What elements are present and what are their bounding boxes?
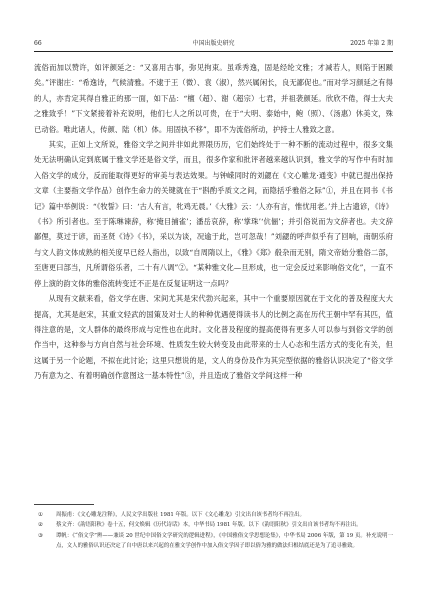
footnote-text: 周振甫：《文心雕龙注释》，人民文学出版社 1981 年版。以下《文心雕龙》引文出自该书者均不再注出。 (56, 512, 305, 518)
body-paragraph: 从现有文献来看，俗文学在唐、宋间尤其是宋代勃兴起来，其中一个重要原因就在于文化的普及程度大大提高，尤其是赵宋，其重文轻武的国策及对士人的种种优遇使得读书人的比例之高在历代王朝中罕有其匹，值得注意的是，文人群体的最终形成与定性也在此时。文化普及程度的提高使得有更多人可以参与到俗文学的创作当中，这种参与方向自然与社会环境、性质发生较大转变及由此带来的士人心态和生活方式的变化有关，但这属于另一个论题，不拟在此讨论；这里只想说的是，文人的身份及作为其完型依据的雅俗认识决定了“俗文学乃有意为之、有着明确创作意图这一基本特性”③，并且造成了雅俗文学间这样一种 (34, 294, 393, 381)
footnote-mark: ② (38, 522, 43, 529)
header-divider (34, 51, 393, 52)
footnote-mark: ③ (38, 532, 43, 539)
page-number: 66 (34, 40, 42, 47)
body-paragraph: 流俗而加以赞许，如评颜延之：“又喜用古事，弥见拘束。虽乖秀逸，固是经纶文雅；才减若人，则陷于困踬矣。”评谢庄：“希逸诗，气候清雅。不逮于王（微）、袁（淑），然兴属闲长，良无鄙促也。”而对学习颜延之有得的人，亦肯定其得自雅正的那一面，如下品：“檀（超）、谢（超宗）七君，并祖袭颜延。欣欣不倦，得士大夫之雅致乎！”下文紧接着补充说明，他们七人之所以可贵，在于“大明、泰始中，鲍（照）、（汤惠）休美文，殊已动俗。唯此诸人，传颜、陆（机）体。用固执不移”，即不为流俗所动，护持士人雅致之意。 (34, 63, 393, 134)
journal-title: 中国出版史研究 (192, 40, 235, 47)
footnote-item (34, 510, 393, 520)
footnote-item (34, 520, 393, 530)
issue-label: 2025 年第 2 期 (350, 40, 393, 47)
footnote-divider (34, 504, 94, 505)
running-header (34, 38, 393, 50)
footnote-mark: ① (38, 512, 43, 518)
body-paragraph: 其实，正如上文所说，雅俗文学之间并非如此界限历历，它们始终处于一种不断的流动过程中，很多文集处无法明确认定到底属于雅文学还是俗文学，而且，很多作家和批评者越来越认识到，雅文学的写作中有时加入俗文学的成分，反而能取得更好的审美与表达效果。与钟嵘同时的刘勰在《文心雕龙·通变》中就已提出保持文章（主要指文学作品）创作生命力的关键就在于“斟酌乎质文之间，而隐括乎雅俗之际”①，并且在同书《书记》篇中举例说：“《牧誓》曰：‘古人有言，牝鸡无晨。’《大雅》云：‘人亦有言，惟忧用老。’并上古遗谚，《诗》《书》所引者也。至于陈琳谏辞，称‘掩目捕雀’；潘岳哀辞，称‘掌珠’‘伉俪’；并引俗说而为文辞者也。夫文辞鄙俚，莫过于谚，而圣贤《诗》《书》，采以为谈，况逾于此，岂可忽哉！”刘勰的呼声似乎有了回响，南朝乐府与文人韵文体成熟的相关度早已经人指出，以致“自周隋以上，《雅》《郑》殽杂而无别，隋文帝始分雅俗二部，至唐更曰部当，凡所谓俗乐者，二十有八调”②。“某种雅文化—旦形成，也一定会反过来影响俗文化”，一直不停上演的韵文体的雅俗流转变迁不正是在反复证明这一点吗？ (34, 140, 393, 288)
article-body (34, 60, 393, 384)
footnote-text: 谭帆：《“俗文学”辨——兼谈 20 世纪中国俗文学研究的逻辑进程》，《中国雅俗文学思想论集》，中华书局 2006 年版，第 19 页。补充说明一点，文人的雅俗认识还决定了自中唐以来兴起的在雅文学创作中加入俗文学因子即以俗为雅的做法归根结底还是为了追寻雅致。 (56, 532, 393, 550)
footnote-item (34, 531, 393, 552)
footnotes (34, 510, 393, 552)
footnote-text: 蔡文齐：《韵语阳秋》卷十五，何文焕辑《历代诗话》本，中华书局 1981 年版。以下《韵语阳秋》引文出自该书者均不再注出。 (56, 522, 362, 529)
